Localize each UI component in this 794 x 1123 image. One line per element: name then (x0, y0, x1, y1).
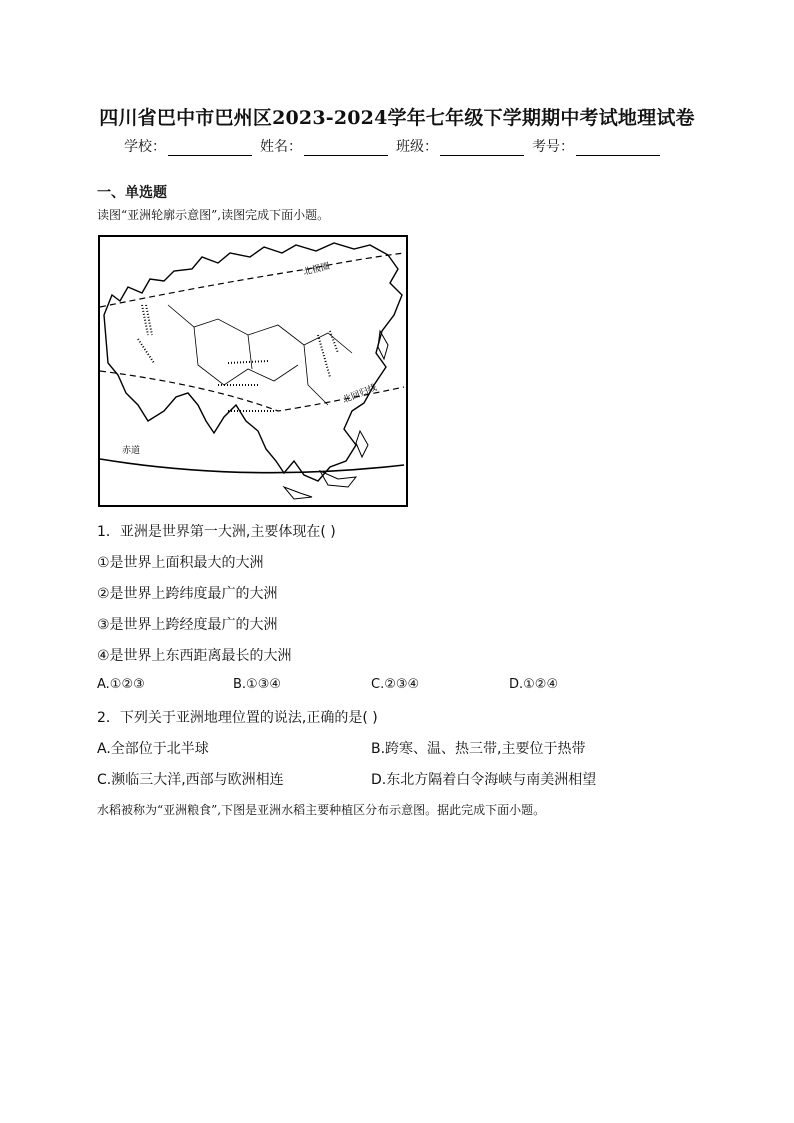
question-2-option-b[interactable]: B.跨寒、温、热三带,主要位于热带 (371, 741, 586, 757)
class-blank[interactable] (440, 140, 524, 156)
name-blank[interactable] (304, 140, 388, 156)
question-1-statement-1: ①是世界上面积最大的大洲 (97, 555, 264, 571)
arctic-circle-label: 北极圈 (302, 261, 331, 278)
name-label: 姓名： (260, 139, 302, 155)
asia-outline-map (98, 235, 408, 507)
question-1-statement-4: ④是世界上东西距离最长的大洲 (97, 648, 292, 664)
class-label: 班级： (396, 139, 438, 155)
tropic-label: 北回归线 (341, 383, 379, 406)
class-field (396, 136, 528, 156)
question-2-option-d[interactable]: D.东北方隔着白令海峡与南美洲相望 (371, 772, 597, 788)
section-intro: 读图“亚洲轮廓示意图”,读图完成下面小题。 (97, 208, 330, 222)
question-1-statement-3: ③是世界上跨经度最广的大洲 (97, 617, 278, 633)
school-field (124, 136, 256, 156)
number-field (532, 136, 664, 156)
student-info-row (124, 136, 668, 156)
question-2-option-c[interactable]: C.濒临三大洋,西部与欧洲相连 (97, 772, 284, 788)
question-1-option-c[interactable]: C.②③④ (371, 677, 420, 692)
name-field (260, 136, 392, 156)
question-2-stem: 2．下列关于亚洲地理位置的说法,正确的是( ) (97, 710, 378, 726)
question-1-option-d[interactable]: D.①②④ (509, 677, 559, 692)
section-title: 一、单选题 (97, 185, 167, 201)
question-1-stem: 1．亚洲是世界第一大洲,主要体现在( ) (97, 524, 336, 540)
question-2-option-a[interactable]: A.全部位于北半球 (97, 741, 209, 757)
number-label: 考号： (532, 139, 574, 155)
question-1-option-a[interactable]: A.①②③ (97, 677, 145, 692)
school-blank[interactable] (168, 140, 252, 156)
question-1-option-b[interactable]: B.①③④ (233, 677, 282, 692)
asia-map-svg (98, 235, 408, 507)
next-section-intro: 水稻被称为“亚洲粮食”,下图是亚洲水稻主要种植区分布示意图。据此完成下面小题。 (97, 803, 546, 817)
school-label: 学校： (124, 139, 166, 155)
equator-label: 赤道 (122, 446, 141, 456)
exam-title: 四川省巴中市巴州区2023-2024学年七年级下学期期中考试地理试卷 (99, 107, 695, 129)
number-blank[interactable] (576, 140, 660, 156)
question-1-statement-2: ②是世界上跨纬度最广的大洲 (97, 586, 278, 602)
